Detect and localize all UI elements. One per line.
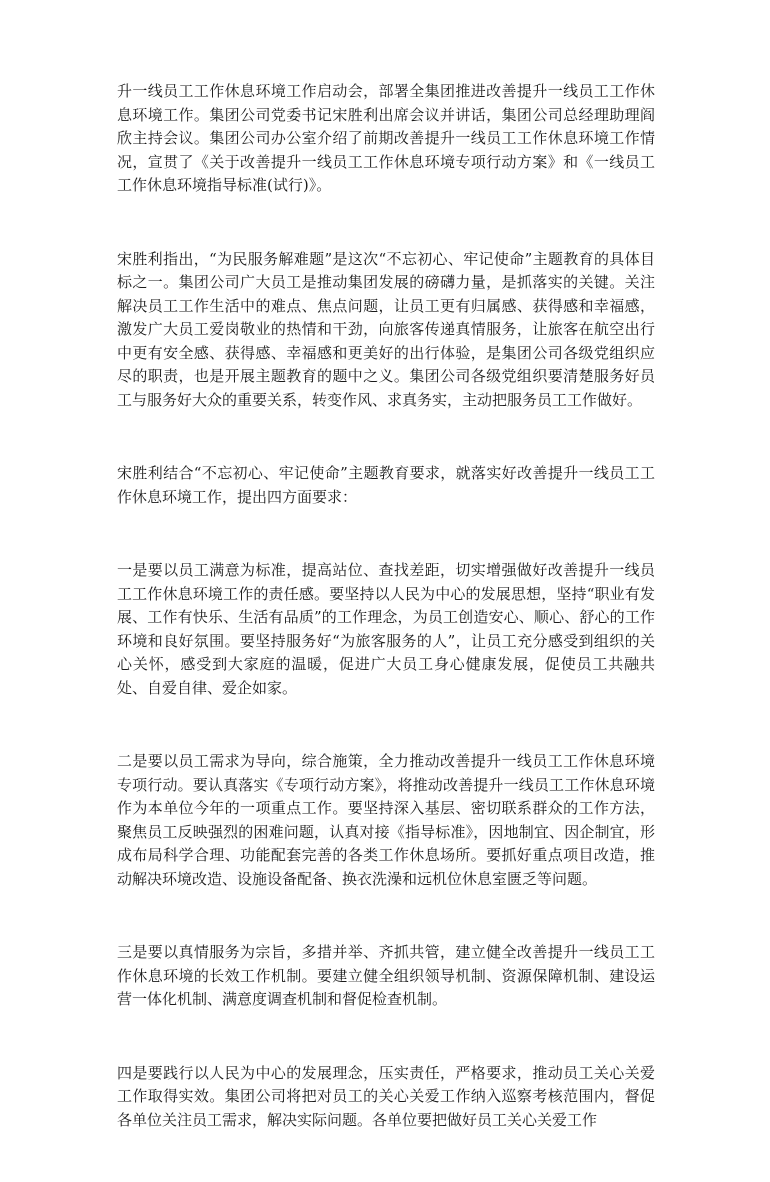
paragraph-6: 三是要以真情服务为宗旨，多措并举、齐抓共管，建立健全改善提升一线员工工作休息环境的长效工作机制。要建立健全组织领导机制、资源保障机制、建设运营一体化机制、满意度调查机制和督促检查机制。: [117, 943, 655, 1008]
article-body: [117, 80, 655, 1182]
paragraph-3: 宋胜利结合“不忘初心、牢记使命”主题教育要求，就落实好改善提升一线员工工作休息环境工作，提出四方面要求：: [117, 464, 655, 506]
paragraph-1: 升一线员工工作休息环境工作启动会，部署全集团推进改善提升一线员工工作休息环境工作。集团公司党委书记宋胜利出席会议并讲话，集团公司总经理助理阎欣主持会议。集团公司办公室介绍了前期改善提升一线员工工作休息环境工作情况，宣贯了《关于改善提升一线员工工作休息环境专项行动方案》和《一线员工工作休息环境指导标准(试行)》。: [117, 82, 655, 194]
paragraph-4: 一是要以员工满意为标准，提高站位、查找差距，切实增强做好改善提升一线员工工作休息环境工作的责任感。要坚持以人民为中心的发展思想，坚持“职业有发展、工作有快乐、生活有品质”的工作理念，为员工创造安心、顺心、舒心的工作环境和良好氛围。要坚持服务好“为旅客服务的人”，让员工充分感受到组织的关心关怀，感受到大家庭的温暖，促进广大员工身心健康发展，促使员工共融共处、自爱自律、爱企如家。: [117, 561, 655, 697]
paragraph-5: 二是要以员工需求为导向，综合施策，全力推动改善提升一线员工工作休息环境专项行动。要认真落实《专项行动方案》，将推动改善提升一线员工工作休息环境作为本单位今年的一项重点工作。要坚持深入基层、密切联系群众的工作方法，聚焦员工反映强烈的困难问题，认真对接《指导标准》，因地制宜、因企制宜，形成布局科学合理、功能配套完善的各类工作休息场所。要抓好重点项目改造，推动解决环境改造、设施设备配备、换衣洗澡和远机位休息室匮乏等问题。: [117, 752, 655, 888]
paragraph-2: 宋胜利指出，“为民服务解难题”是这次“不忘初心、牢记使命”主题教育的具体目标之一。集团公司广大员工是推动集团发展的磅礴力量，是抓落实的关键。关注解决员工工作生活中的难点、焦点问题，让员工更有归属感、获得感和幸福感，激发广大员工爱岗敬业的热情和干劲，向旅客传递真情服务，让旅客在航空出行中更有安全感、获得感、幸福感和更美好的出行体验，是集团公司各级党组织应尽的职责，也是开展主题教育的题中之义。集团公司各级党组织要清楚服务好员工与服务好大众的重要关系，转变作风、求真务实，主动把服务员工工作做好。: [117, 249, 655, 409]
paragraph-7: 四是要践行以人民为中心的发展理念，压实责任，严格要求，推动员工关心关爱工作取得实效。集团公司将把对员工的关心关爱工作纳入巡察考核范围内，督促各单位关注员工需求，解决实际问题。各单位要把做好员工关心关爱工作: [117, 1063, 655, 1129]
